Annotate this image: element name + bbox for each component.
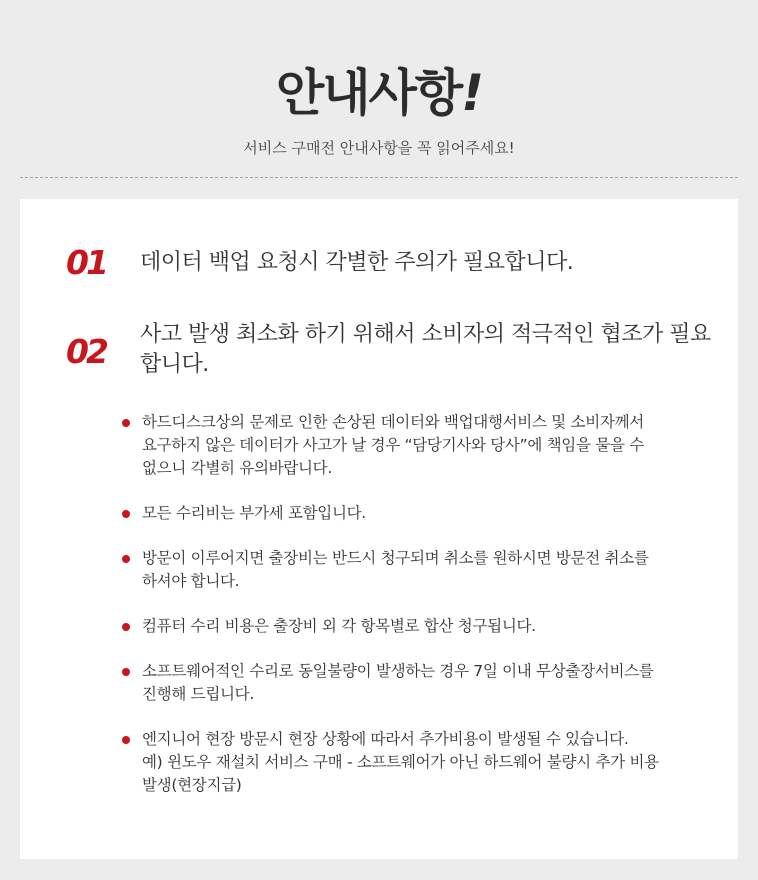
page-title-text: 안내사항: [275, 64, 462, 122]
note-line: 예) 윈도우 재설치 서비스 구매 - 소프트웨어가 아닌 하드웨어 불량시 추가 비용: [142, 753, 659, 771]
note-line: 컴퓨터 수리 비용은 출장비 외 각 항목별로 합산 청구됩니다.: [142, 617, 536, 635]
header: [0, 0, 758, 198]
point-text-1: 데이터 백업 요청시 각별한 주의가 필요합니다.: [140, 250, 574, 275]
point-number-2: 02: [66, 332, 106, 371]
note-item: [120, 547, 720, 593]
note-item: [120, 502, 720, 525]
notes-list: [120, 411, 720, 819]
page-subtitle: 서비스 구매전 안내사항을 꼭 읽어주세요!: [243, 139, 515, 157]
point-number-1: 01: [66, 243, 106, 282]
page-title-mark: !: [461, 64, 482, 122]
page-title: [0, 58, 758, 128]
note-line: 방문이 이루어지면 출장비는 반드시 청구되며 취소를 원하시면 방문전 취소를: [142, 549, 649, 567]
note-line: 하드디스크상의 문제로 인한 손상된 데이터와 백업대행서비스 및 소비자께서: [142, 413, 644, 431]
bullet-dot-icon: [122, 419, 130, 427]
note-line: 요구하지 않은 데이터가 사고가 날 경우 “담당기사와 당사”에 책임을 물을 수: [142, 436, 644, 454]
note-item: [120, 411, 720, 480]
note-line: 발생(현장지급): [142, 776, 242, 794]
note-line: 소프트웨어적인 수리로 동일불량이 발생하는 경우 7일 이내 무상출장서비스를: [142, 662, 654, 680]
note-line: 하셔야 합니다.: [142, 572, 240, 590]
note-item: [120, 615, 720, 638]
notice-card: [20, 199, 738, 859]
note-line: 모든 수리비는 부가세 포함입니다.: [142, 504, 366, 522]
note-item: [120, 728, 720, 797]
bullet-dot-icon: [122, 623, 130, 631]
point-text-2: 사고 발생 최소화 하기 위해서 소비자의 적극적인 협조가 필요합니다.: [140, 322, 711, 377]
bullet-dot-icon: [122, 668, 130, 676]
bullet-dot-icon: [122, 555, 130, 563]
bullet-dot-icon: [122, 736, 130, 744]
note-line: 진행해 드립니다.: [142, 685, 254, 703]
dashed-divider: [20, 177, 738, 178]
note-item: [120, 660, 720, 706]
note-line: 없으니 각별히 유의바랍니다.: [142, 459, 332, 477]
note-line: 엔지니어 현장 방문시 현장 상황에 따라서 추가비용이 발생될 수 있습니다.: [142, 730, 629, 748]
bullet-dot-icon: [122, 510, 130, 518]
